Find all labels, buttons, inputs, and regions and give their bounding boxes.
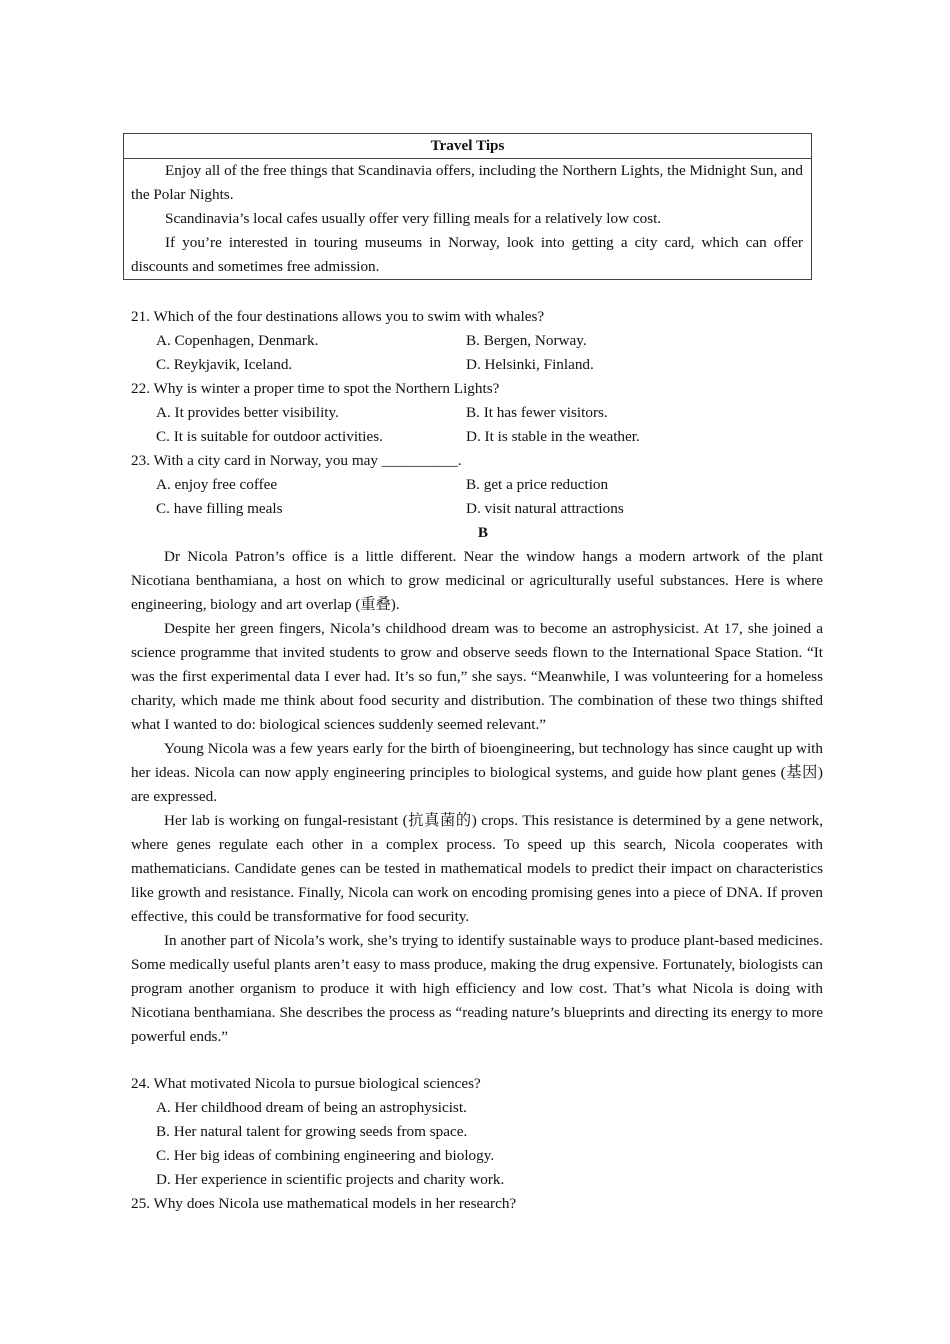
travel-tip: Enjoy all of the free things that Scandinavia offers, including the Northern Lights, the Midnight Sun, and the Polar Nights. (131, 162, 803, 203)
question-22: 22. Why is winter a proper time to spot the Northern Lights? (131, 380, 500, 397)
option: B. Her natural talent for growing seeds from space. (156, 1123, 468, 1140)
passage-paragraph: Despite her green fingers, Nicola’s childhood dream was to become an astrophysicist. At 17, she joined a science programme that invited students to grow and observe seeds flown to the International Space Station. “It was the first experimental data I ever had. It’s so fun,” she says. “Meanwhile, I was volunteering for a homeless charity, which made me think about food security and distribution. The combination of these two things shifted what I wanted to do: biological sciences suddenly seemed relevant.” (131, 620, 823, 733)
passage-paragraph: Young Nicola was a few years early for the birth of bioengineering, but technology has since caught up with her ideas. Nicola can now apply engineering principles to biological systems, and guide how plant genes (基因) are expressed. (131, 740, 823, 805)
options-row (131, 353, 823, 377)
travel-tips-title: Travel Tips (124, 134, 811, 159)
option: C. have filling meals (156, 500, 283, 517)
options-row (131, 329, 823, 353)
option: B. Bergen, Norway. (466, 332, 587, 349)
travel-tip: If you’re interested in touring museums in Norway, look into getting a city card, which can offer discounts and sometimes free admission. (131, 234, 803, 275)
question-23: 23. With a city card in Norway, you may __________. (131, 452, 462, 469)
passage-b (131, 545, 823, 1049)
option: D. Her experience in scientific projects and charity work. (156, 1171, 505, 1188)
option: C. It is suitable for outdoor activities. (156, 428, 383, 445)
option: D. Helsinki, Finland. (466, 356, 594, 373)
option: C. Her big ideas of combining engineering and biology. (156, 1147, 495, 1164)
question-21: 21. Which of the four destinations allows you to swim with whales? (131, 308, 545, 325)
question-24: 24. What motivated Nicola to pursue biological sciences? (131, 1075, 481, 1092)
options-row (131, 425, 823, 449)
options-row (131, 473, 823, 497)
option: A. It provides better visibility. (156, 404, 339, 421)
option: D. It is stable in the weather. (466, 428, 640, 445)
option: A. Copenhagen, Denmark. (156, 332, 319, 349)
option: A. Her childhood dream of being an astrophysicist. (156, 1099, 467, 1116)
travel-tip: Scandinavia’s local cafes usually offer very filling meals for a relatively low cost. (165, 210, 662, 227)
option: B. get a price reduction (466, 476, 609, 493)
options-row (131, 497, 823, 521)
passage-paragraph: In another part of Nicola’s work, she’s trying to identify sustainable ways to produce plant-based medicines. Some medically useful plants aren’t easy to mass produce, making the drug expensive. Fortunately, biologists can program another organism to produce it with high efficiency and low cost. That’s what Nicola is doing with Nicotiana benthamiana. She describes the process as “reading nature’s blueprints and directing its energy to more powerful ends.” (131, 932, 823, 1045)
travel-tips-box (123, 133, 812, 280)
option: D. visit natural attractions (466, 500, 624, 517)
travel-tips-body (124, 159, 811, 279)
option: A. enjoy free coffee (156, 476, 278, 493)
option: C. Reykjavik, Iceland. (156, 356, 293, 373)
options-row (131, 401, 823, 425)
passage-paragraph: Dr Nicola Patron’s office is a little different. Near the window hangs a modern artwork of the plant Nicotiana benthamiana, a host on which to grow medicinal or agriculturally useful substances. Here is where engineering, biology and art overlap (重叠). (131, 548, 823, 613)
section-b-label: B (477, 524, 489, 541)
spacer (131, 1049, 823, 1072)
option: B. It has fewer visitors. (466, 404, 608, 421)
questions-area (131, 305, 823, 1216)
question-25: 25. Why does Nicola use mathematical models in her research? (131, 1195, 517, 1212)
passage-paragraph: Her lab is working on fungal-resistant (抗真菌的) crops. This resistance is determined by a gene network, where genes regulate each other in a complex process. To speed up this search, Nicola cooperates with mathematicians. Candidate genes can be tested in mathematical models to predict their impact on characteristics like growth and resistance. Finally, Nicola can work on encoding promising genes into a piece of DNA. If proven effective, this could be transformative for food security. (131, 812, 823, 925)
